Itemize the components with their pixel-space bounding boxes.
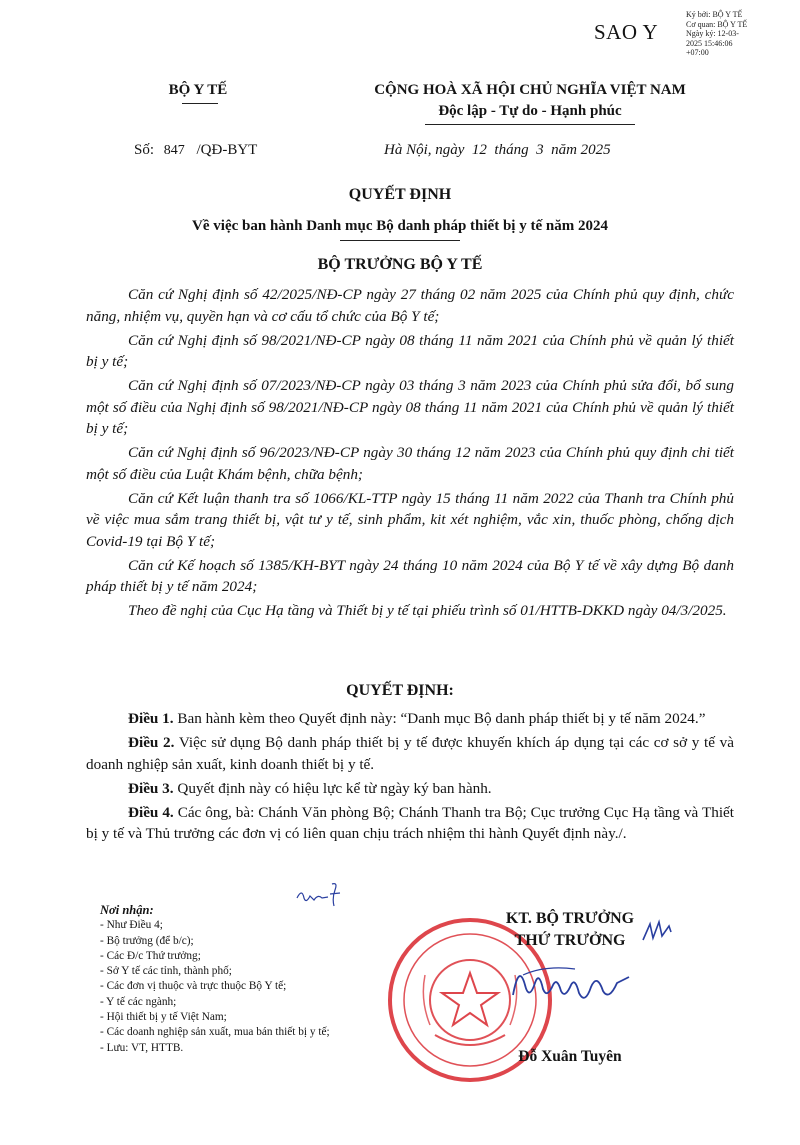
- article-text: Việc sử dụng Bộ danh pháp thiết bị y tế được khuyến khích áp dụng tại các cơ sở y tế và doanh nghiệp sản xuất, kinh doanh thiết bị y tế.: [86, 734, 734, 773]
- signer-title: THỨ TRƯỞNG: [514, 932, 626, 949]
- issuer-title: BỘ TRƯỞNG BỘ Y TẾ: [317, 256, 483, 273]
- recipient-item: - Lưu: VT, HTTB.: [100, 1041, 184, 1054]
- signature-line: Ngày ký: 12-03-: [686, 29, 739, 38]
- article-label: Điều 4.: [128, 803, 174, 821]
- digital-signature-stamp: [686, 10, 796, 58]
- legal-basis-item: Căn cứ Kết luận thanh tra số 1066/KL-TTP ngày 15 tháng 11 năm 2022 của Thanh tra Chính phủ về việc mua sắm trang thiết bị, vật tư y tế, sinh phẩm, kit xét nghiệm, vắc xin, thuốc phòng, chống dịch Covid-19 tại Bộ Y tế;: [86, 489, 734, 550]
- recipients-list: [100, 918, 430, 1056]
- ministry-underline: [182, 103, 218, 104]
- document-subject: Về việc ban hành Danh mục Bộ danh pháp thiết bị y tế năm 2024: [192, 218, 608, 234]
- article-4: [86, 802, 734, 845]
- article-1: [86, 708, 734, 730]
- signature-line: +07:00: [686, 48, 709, 57]
- handwritten-signature: [505, 955, 635, 1015]
- article-text: Ban hành kèm theo Quyết định này: “Danh mục Bộ danh pháp thiết bị y tế năm 2024.”: [173, 710, 706, 727]
- subject-underline: [340, 240, 460, 241]
- article-3: [86, 778, 734, 800]
- motto-underline: [425, 124, 635, 125]
- doc-number-prefix: Số:: [134, 142, 155, 158]
- recipient-item: - Các Đ/c Thứ trưởng;: [100, 949, 201, 962]
- article-label: Điều 3.: [128, 779, 174, 797]
- legal-basis-item: Căn cứ Nghị định số 42/2025/NĐ-CP ngày 27 tháng 02 năm 2025 của Chính phủ quy định, chức năng, nhiệm vụ, quyền hạn và cơ cấu tổ chức của Bộ Y tế;: [86, 286, 734, 325]
- legal-basis-item: Căn cứ Kế hoạch số 1385/KH-BYT ngày 24 tháng 10 năm 2024 của Bộ Y tế về xây dựng Bộ danh pháp thiết bị y tế năm 2024;: [86, 556, 734, 595]
- legal-basis-item: Căn cứ Nghị định số 96/2023/NĐ-CP ngày 30 tháng 12 năm 2023 của Chính phủ quy định chi tiết một số điều của Luật Khám bệnh, chữa bệnh;: [86, 444, 734, 483]
- article-label: Điều 2.: [128, 734, 175, 751]
- approval-scribble-icon: [640, 918, 674, 948]
- signature-line: 2025 15:46:06: [686, 38, 733, 48]
- recipients-heading: Nơi nhận:: [100, 903, 154, 917]
- legal-basis-item: Căn cứ Nghị định số 98/2021/NĐ-CP ngày 08 tháng 11 năm 2021 của Chính phủ về quản lý thiết bị y tế;: [86, 331, 734, 370]
- decision-heading: QUYẾT ĐỊNH:: [346, 682, 454, 699]
- recipient-item: - Bộ trưởng (để b/c);: [100, 934, 194, 947]
- doc-number-value: 847: [163, 143, 185, 158]
- copy-mark: SAO Y: [594, 20, 659, 44]
- document-number: [134, 142, 257, 159]
- legal-basis-item: Theo đề nghị của Cục Hạ tầng và Thiết bị y tế tại phiếu trình số 01/HTTB-DKKD ngày 04/3/2025.: [128, 602, 727, 619]
- article-label: Điều 1.: [128, 710, 174, 727]
- legal-basis-item: Căn cứ Nghị định số 07/2023/NĐ-CP ngày 03 tháng 3 năm 2023 của Chính phủ sửa đổi, bổ sung một số điều của Nghị định số 98/2021/NĐ-CP ngày 08 tháng 11 năm 2021 của Chính phủ về quản lý thiết bị y tế;: [86, 377, 734, 437]
- recipients-block: [100, 903, 430, 1056]
- article-text: Các ông, bà: Chánh Văn phòng Bộ; Chánh Thanh tra Bộ; Cục trưởng Cục Hạ tầng và Thiết bị y tế và Thủ trưởng các đơn vị có liên quan chịu trách nhiệm thi hành Quyết định này./.: [86, 803, 735, 842]
- article-text: Quyết định này có hiệu lực kể từ ngày ký ban hành.: [173, 779, 492, 797]
- signer-name: Đỗ Xuân Tuyên: [518, 1048, 622, 1065]
- motto: Độc lập - Tự do - Hạnh phúc: [438, 103, 622, 119]
- articles-list: [86, 708, 734, 847]
- doc-number-suffix: /QĐ-BYT: [196, 142, 258, 158]
- place-date: Hà Nội, ngày 12 tháng 3 năm 2025: [384, 142, 611, 158]
- recipient-item: - Các doanh nghiệp sản xuất, mua bán thiết bị y tế;: [100, 1026, 330, 1039]
- recipient-item: - Như Điều 4;: [100, 919, 163, 932]
- ministry-name: BỘ Y TẾ: [168, 82, 228, 98]
- nation-name: CỘNG HOÀ XÃ HỘI CHỦ NGHĨA VIỆT NAM: [374, 82, 686, 98]
- recipient-item: - Y tế các ngành;: [100, 995, 177, 1008]
- legal-basis-list: [86, 284, 734, 624]
- recipient-item: - Sở Y tế các tỉnh, thành phố;: [100, 965, 232, 978]
- article-2: [86, 732, 734, 775]
- signer-authority: KT. BỘ TRƯỞNG: [505, 910, 635, 927]
- document-type: QUYẾT ĐỊNH: [348, 186, 452, 203]
- signature-line: Ký bởi: BỘ Y TẾ: [686, 10, 743, 19]
- signature-line: Cơ quan: BỘ Y TẾ: [686, 19, 748, 29]
- recipient-item: - Hội thiết bị y tế Việt Nam;: [100, 1011, 227, 1024]
- recipient-item: - Các đơn vị thuộc và trực thuộc Bộ Y tế;: [100, 980, 287, 993]
